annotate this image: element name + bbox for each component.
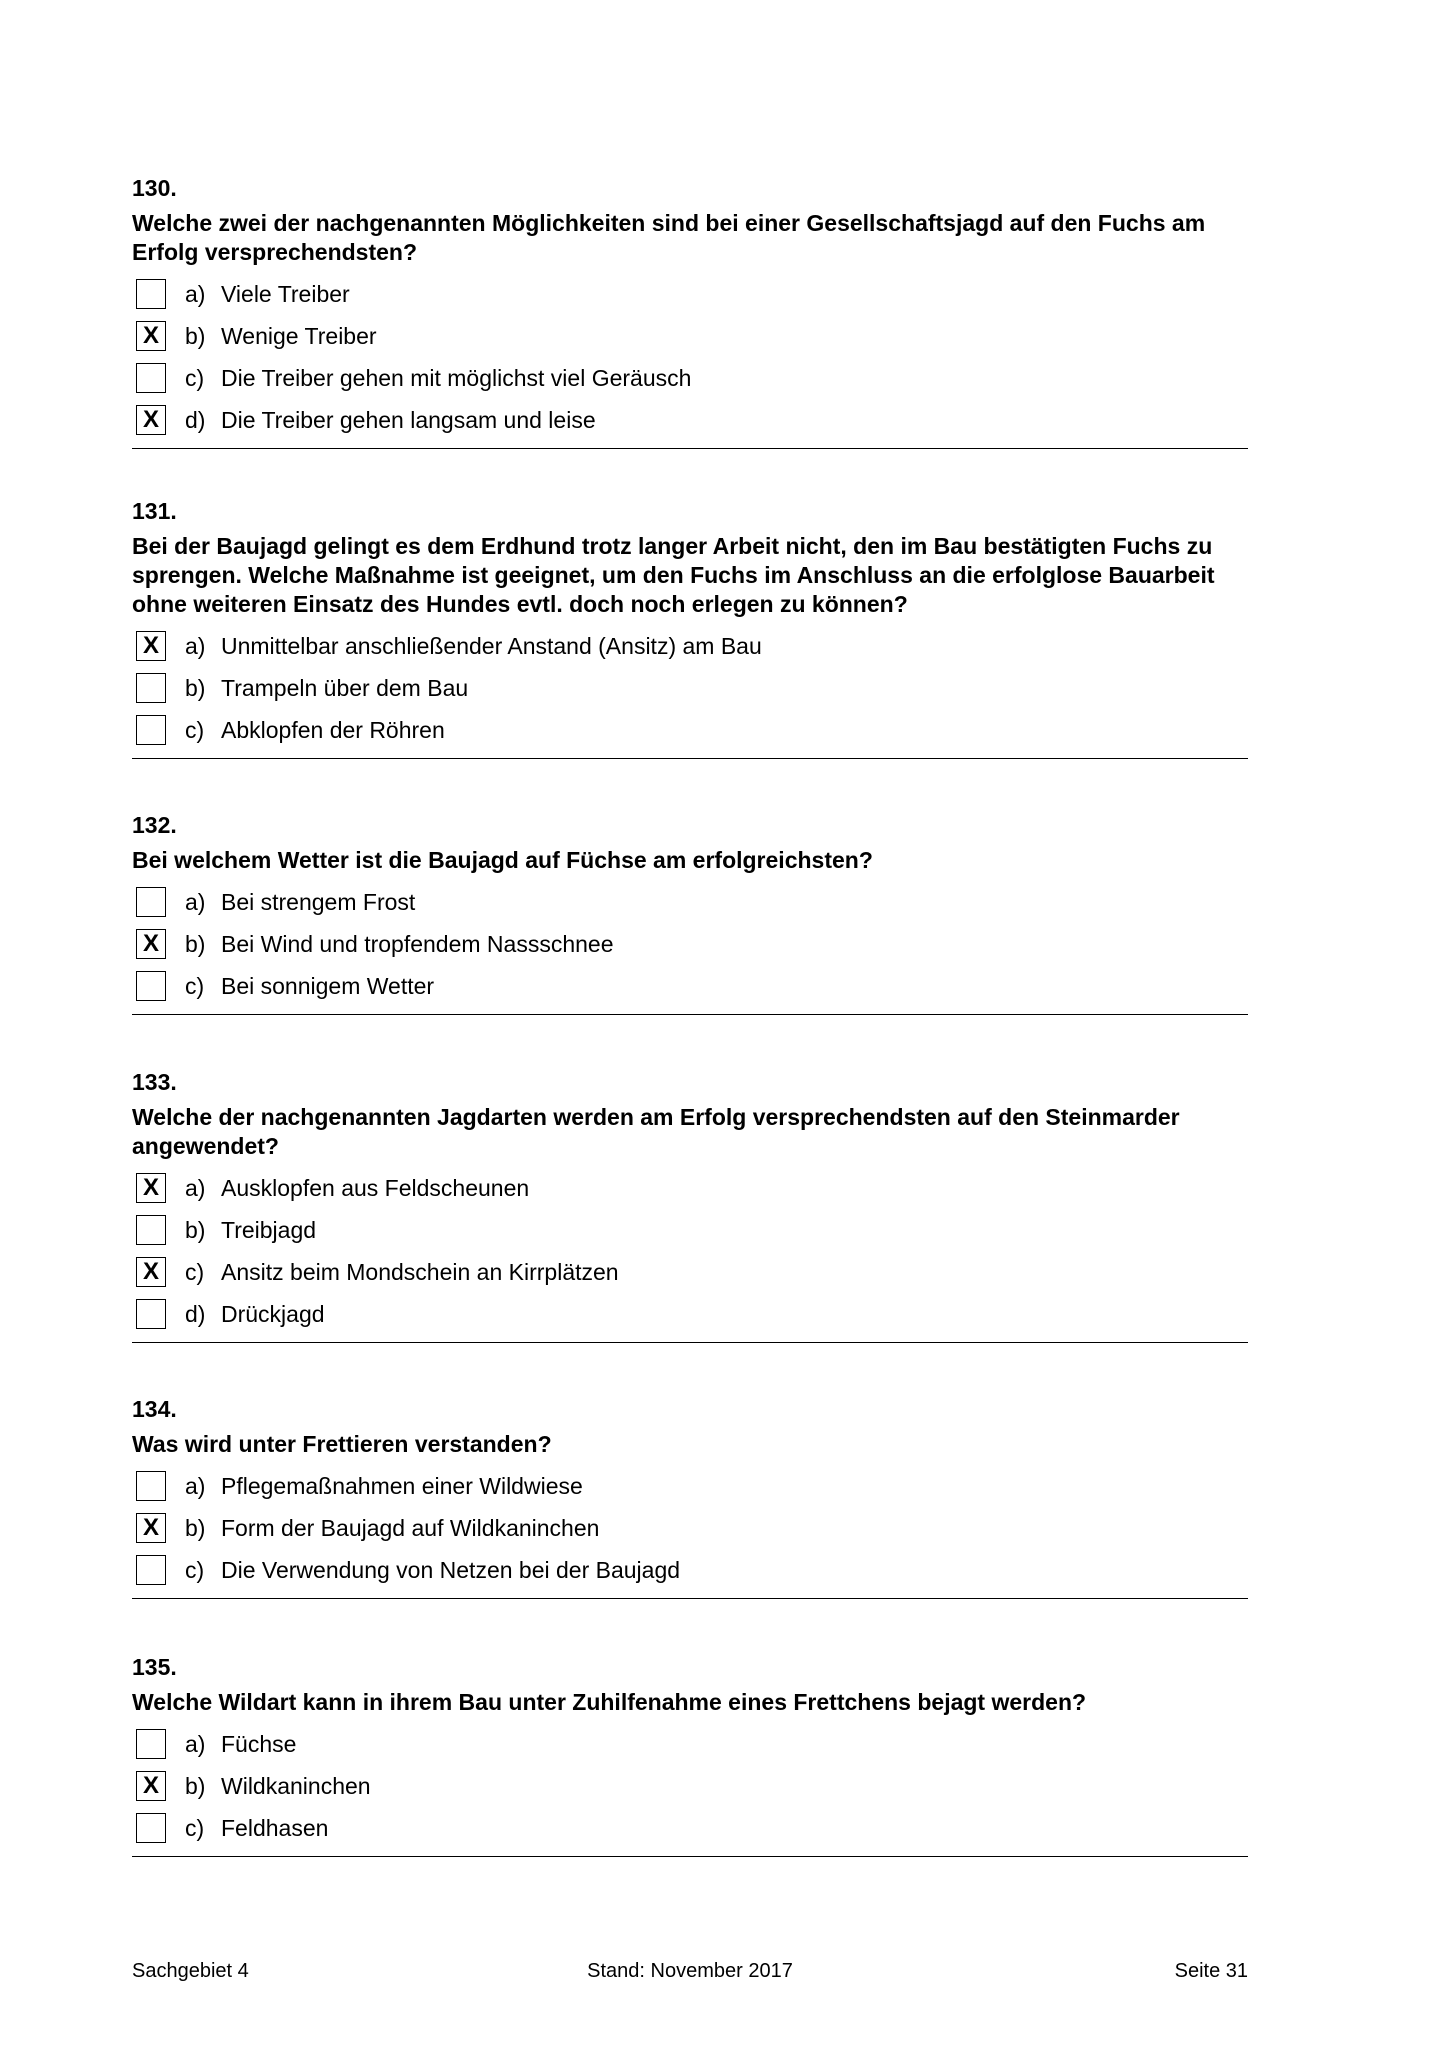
answer-checkbox[interactable] xyxy=(136,363,166,393)
answer-option xyxy=(132,668,1248,710)
answer-option xyxy=(132,1466,1248,1508)
answer-text: Ausklopfen aus Feldscheunen xyxy=(221,1175,530,1201)
answer-text: Wenige Treiber xyxy=(221,323,377,349)
answer-text: Wildkaninchen xyxy=(221,1773,371,1799)
question-block xyxy=(132,811,1248,1015)
answer-checkbox[interactable] xyxy=(136,1813,166,1843)
answer-text: Feldhasen xyxy=(221,1815,329,1841)
question-number: 133. xyxy=(132,1069,177,1095)
answer-checkbox[interactable]: X xyxy=(136,631,166,661)
answer-text: Trampeln über dem Bau xyxy=(221,675,469,701)
answer-text: Treibjagd xyxy=(221,1217,317,1243)
question-number: 130. xyxy=(132,175,177,201)
answer-letter: b) xyxy=(185,1773,206,1799)
answer-text: Bei sonnigem Wetter xyxy=(221,973,435,999)
answer-checkbox[interactable] xyxy=(136,1215,166,1245)
question-text: Bei der Baujagd gelingt es dem Erdhund trotz langer Arbeit nicht, den im Bau bestätigten Fuchs zu sprengen. Welche Maßnahme ist geeignet, um den Fuchs im Anschluss an die erfolglose Bauarbeit ohne weiteren Einsatz des Hundes evtl. doch noch erlegen zu können? xyxy=(132,533,1215,617)
answer-letter: b) xyxy=(185,1217,206,1243)
answer-checkbox[interactable]: X xyxy=(136,405,166,435)
answer-checkbox[interactable]: X xyxy=(136,1771,166,1801)
answer-letter: c) xyxy=(185,1815,205,1841)
answer-option xyxy=(132,1252,1248,1294)
answer-option xyxy=(132,626,1248,668)
answer-letter: c) xyxy=(185,1557,205,1583)
answer-checkbox[interactable] xyxy=(136,673,166,703)
answer-option xyxy=(132,1294,1248,1336)
answer-checkbox[interactable] xyxy=(136,971,166,1001)
answer-text: Bei strengem Frost xyxy=(221,889,416,915)
answer-letter: a) xyxy=(185,1473,206,1499)
footer-date: Stand: November 2017 xyxy=(587,1960,793,1982)
answer-checkbox[interactable]: X xyxy=(136,1513,166,1543)
answer-letter: a) xyxy=(185,281,206,307)
question-text: Welche zwei der nachgenannten Möglichkeiten sind bei einer Gesellschaftsjagd auf den Fuchs am Erfolg versprechendsten? xyxy=(132,210,1206,265)
question-number: 134. xyxy=(132,1396,177,1422)
answer-list xyxy=(132,626,1248,758)
footer-section-label: Sachgebiet 4 xyxy=(132,1960,249,1982)
answer-letter: b) xyxy=(185,323,206,349)
answer-option xyxy=(132,1210,1248,1252)
answer-checkbox[interactable] xyxy=(136,1555,166,1585)
question-block xyxy=(132,174,1248,449)
answer-option xyxy=(132,316,1248,358)
answer-checkbox[interactable]: X xyxy=(136,321,166,351)
answer-text: Abklopfen der Röhren xyxy=(221,717,445,743)
question-number: 131. xyxy=(132,498,177,524)
answer-letter: c) xyxy=(185,717,205,743)
answer-checkbox[interactable] xyxy=(136,1299,166,1329)
answer-text: Unmittelbar anschließender Anstand (Ansitz) am Bau xyxy=(221,633,762,659)
question-text: Welche Wildart kann in ihrem Bau unter Zuhilfenahme eines Frettchens bejagt werden? xyxy=(132,1689,1087,1715)
answer-letter: b) xyxy=(185,1515,206,1541)
question-block xyxy=(132,1068,1248,1343)
answer-text: Ansitz beim Mondschein an Kirrplätzen xyxy=(221,1259,619,1285)
answer-text: Pflegemaßnahmen einer Wildwiese xyxy=(221,1473,583,1499)
answer-option xyxy=(132,710,1248,752)
answer-text: Bei Wind und tropfendem Nassschnee xyxy=(221,931,614,957)
answer-letter: d) xyxy=(185,1301,206,1327)
answer-option xyxy=(132,1724,1248,1766)
answer-text: Füchse xyxy=(221,1731,297,1757)
answer-checkbox[interactable] xyxy=(136,1729,166,1759)
answer-text: Drückjagd xyxy=(221,1301,325,1327)
answer-option xyxy=(132,882,1248,924)
answer-checkbox[interactable] xyxy=(136,887,166,917)
answer-option xyxy=(132,1550,1248,1592)
question-text: Was wird unter Frettieren verstanden? xyxy=(132,1431,552,1457)
answer-option xyxy=(132,1808,1248,1850)
answer-option xyxy=(132,358,1248,400)
question-number: 132. xyxy=(132,812,177,838)
answer-option xyxy=(132,274,1248,316)
answer-list xyxy=(132,882,1248,1014)
answer-letter: c) xyxy=(185,973,205,999)
answer-checkbox[interactable] xyxy=(136,715,166,745)
answer-list xyxy=(132,1724,1248,1856)
answer-option xyxy=(132,1168,1248,1210)
answer-letter: b) xyxy=(185,675,206,701)
question-block xyxy=(132,1395,1248,1599)
answer-letter: a) xyxy=(185,889,206,915)
answer-checkbox[interactable]: X xyxy=(136,1257,166,1287)
question-number: 135. xyxy=(132,1654,177,1680)
page-footer xyxy=(132,1958,1248,1988)
question-text: Welche der nachgenannten Jagdarten werden am Erfolg versprechendsten auf den Steinmarder angewendet? xyxy=(132,1104,1180,1159)
answer-option xyxy=(132,924,1248,966)
question-block xyxy=(132,1653,1248,1857)
answer-checkbox[interactable] xyxy=(136,1471,166,1501)
answer-list xyxy=(132,1168,1248,1342)
answer-option xyxy=(132,966,1248,1008)
answer-checkbox[interactable]: X xyxy=(136,929,166,959)
answer-text: Viele Treiber xyxy=(221,281,350,307)
answer-letter: c) xyxy=(185,365,205,391)
footer-page-number: Seite 31 xyxy=(1174,1960,1248,1982)
answer-option xyxy=(132,1766,1248,1808)
answer-checkbox[interactable] xyxy=(136,279,166,309)
question-block xyxy=(132,497,1248,759)
answer-letter: a) xyxy=(185,1731,206,1757)
answer-option xyxy=(132,400,1248,442)
answer-option xyxy=(132,1508,1248,1550)
answer-letter: c) xyxy=(185,1259,205,1285)
answer-letter: a) xyxy=(185,1175,206,1201)
answer-text: Die Treiber gehen mit möglichst viel Geräusch xyxy=(221,365,692,391)
answer-text: Die Verwendung von Netzen bei der Baujagd xyxy=(221,1557,681,1583)
answer-list xyxy=(132,1466,1248,1598)
question-text: Bei welchem Wetter ist die Baujagd auf Füchse am erfolgreichsten? xyxy=(132,847,873,873)
answer-checkbox[interactable]: X xyxy=(136,1173,166,1203)
answer-text: Form der Baujagd auf Wildkaninchen xyxy=(221,1515,600,1541)
answer-list xyxy=(132,274,1248,448)
answer-letter: d) xyxy=(185,407,206,433)
answer-letter: b) xyxy=(185,931,206,957)
answer-text: Die Treiber gehen langsam und leise xyxy=(221,407,596,433)
answer-letter: a) xyxy=(185,633,206,659)
